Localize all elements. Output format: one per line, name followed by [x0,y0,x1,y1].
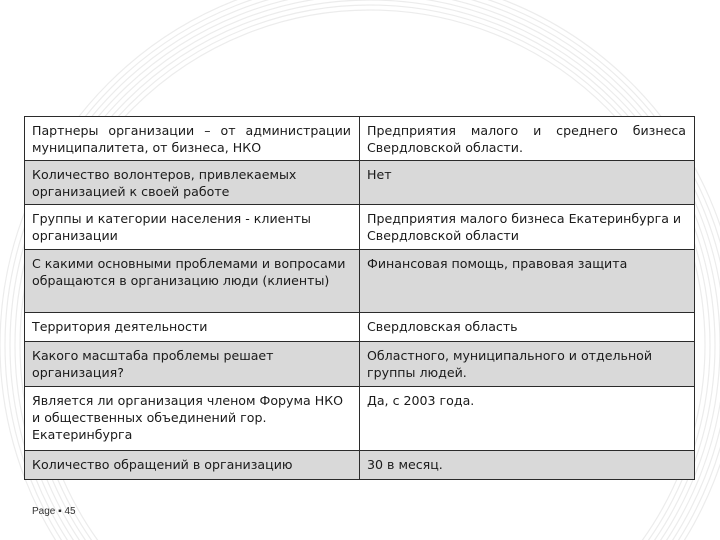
row-question: Какого масштаба проблемы решает организация? [25,342,360,387]
row-answer: 30 в месяц. [360,451,695,480]
row-answer: Предприятия малого и среднего бизнеса Свердловской области. [360,117,695,161]
table-row [25,342,695,387]
organization-info-table [24,116,695,480]
table-row [25,451,695,480]
row-question: Количество волонтеров, привлекаемых организацией к своей работе [25,161,360,205]
row-answer: Областного, муниципального и отдельной группы людей. [360,342,695,387]
table-row [25,250,695,313]
page-number: Page ▪ 45 [32,506,76,517]
row-question: Количество обращений в организацию [25,451,360,480]
table-row [25,313,695,342]
table-row [25,387,695,451]
row-question: Партнеры организации – от администрации муниципалитета, от бизнеса, НКО [25,117,360,161]
row-answer: Финансовая помощь, правовая защита [360,250,695,313]
row-answer: Предприятия малого бизнеса Екатеринбурга и Свердловской области [360,205,695,250]
row-answer: Да, с 2003 года. [360,387,695,451]
row-question: Группы и категории населения - клиенты организации [25,205,360,250]
row-question: Является ли организация членом Форума НКО и общественных объединений гор. Екатеринбурга [25,387,360,451]
row-question: С какими основными проблемами и вопросами обращаются в организацию люди (клиенты) [25,250,360,313]
row-answer: Нет [360,161,695,205]
table-row [25,117,695,161]
table-row [25,205,695,250]
table-row [25,161,695,205]
row-answer: Свердловская область [360,313,695,342]
row-question: Территория деятельности [25,313,360,342]
